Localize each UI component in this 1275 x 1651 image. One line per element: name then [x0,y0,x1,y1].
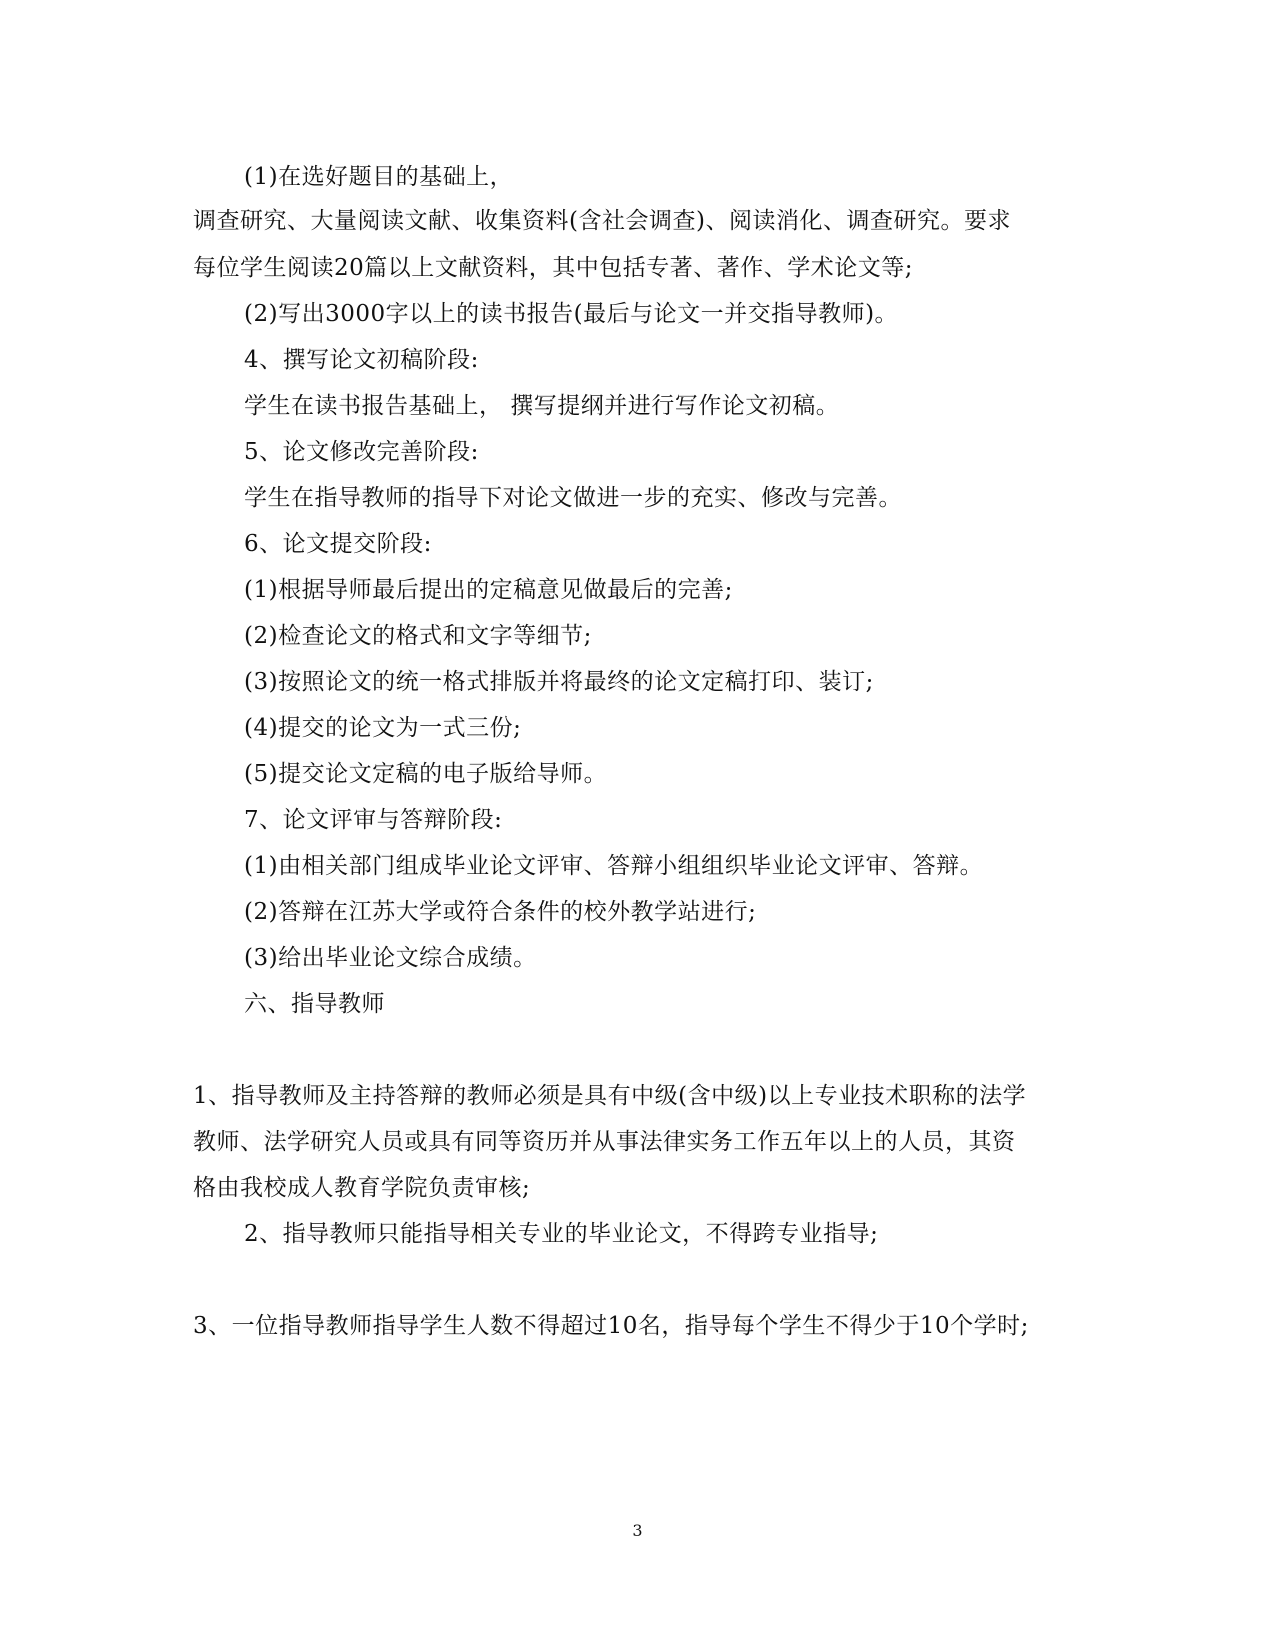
section-heading: 5、论文修改完善阶段: [244,439,479,465]
section-heading: 4、撰写论文初稿阶段: [244,347,479,373]
list-item: (1)由相关部门组成毕业论文评审、答辩小组组织毕业论文评审、答辩。 [244,853,984,879]
list-item: (3)按照论文的统一格式排版并将最终的论文定稿打印、装订; [244,669,874,695]
list-item: (1)根据导师最后提出的定稿意见做最后的完善; [244,577,733,603]
text-line: 学生在读书报告基础上， 撰写提纲并进行写作论文初稿。 [244,393,840,419]
text-line: (1)在选好题目的基础上， [244,164,514,190]
list-item: (2)检查论文的格式和文字等细节; [244,623,592,649]
list-item: (4)提交的论文为一式三份; [244,715,522,741]
text-line: 教师、法学研究人员或具有同等资历并从事法律实务工作五年以上的人员，其资 [193,1129,1016,1155]
section-heading: 6、论文提交阶段: [244,531,432,557]
section-heading: 7、论文评审与答辩阶段: [244,807,503,833]
text-line: 学生在指导教师的指导下对论文做进一步的充实、修改与完善。 [244,485,902,511]
text-line: 每位学生阅读20篇以上文献资料，其中包括专著、著作、学术论文等; [193,255,914,281]
page-number: 3 [632,1521,643,1540]
text-line: (2)写出3000字以上的读书报告(最后与论文一并交指导教师)。 [244,301,899,327]
text-line: 1、指导教师及主持答辩的教师必须是具有中级(含中级)以上专业技术职称的法学 [193,1083,1027,1109]
text-line: 2、指导教师只能指导相关专业的毕业论文，不得跨专业指导; [244,1221,879,1247]
section-heading: 六、指导教师 [244,991,385,1017]
text-line: 调查研究、大量阅读文献、收集资料(含社会调查)、阅读消化、调查研究。要求 [193,208,1011,234]
text-line: 格由我校成人教育学院负责审核; [193,1175,531,1201]
text-line: 3、一位指导教师指导学生人数不得超过10名，指导每个学生不得少于10个学时; [193,1313,1029,1339]
list-item: (3)给出毕业论文综合成绩。 [244,945,537,971]
list-item: (2)答辩在江苏大学或符合条件的校外教学站进行; [244,899,757,925]
list-item: (5)提交论文定稿的电子版给导师。 [244,761,608,787]
